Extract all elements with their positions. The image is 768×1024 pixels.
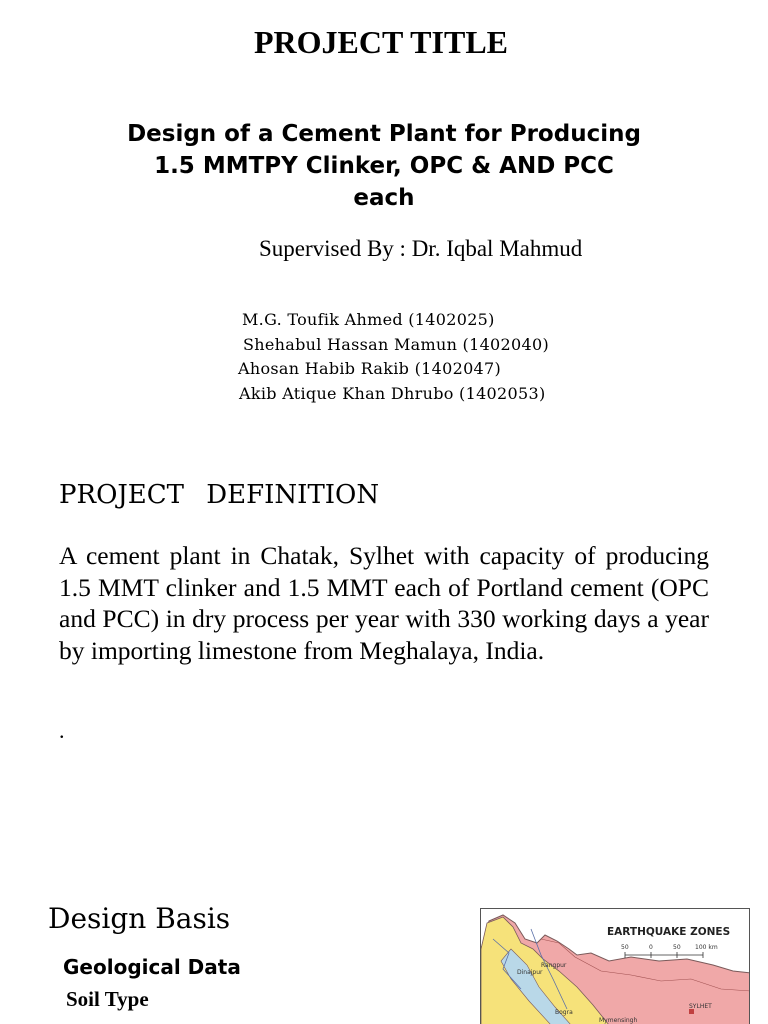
team-member: Ahosan Habib Rakib (1402047) — [238, 359, 502, 378]
subtitle-line: 1.5 MMTPY Clinker, OPC & AND PCC — [154, 153, 614, 179]
scale-label: 50 — [621, 944, 629, 951]
team-member: Akib Atique Khan Dhrubo (1402053) — [239, 384, 546, 403]
map-place-label: Bogra — [555, 1009, 573, 1016]
project-subtitle — [100, 118, 668, 214]
soil-type-label: Soil Type — [66, 987, 149, 1011]
map-place-label: Mymensingh — [599, 1017, 638, 1024]
scale-label: 0 — [649, 944, 653, 951]
map-title: EARTHQUAKE ZONES — [607, 926, 731, 938]
earthquake-zone-map — [480, 908, 750, 1024]
map-place-label: Rangpur — [541, 962, 567, 969]
team-member: M.G. Toufik Ahmed (1402025) — [242, 310, 495, 329]
subtitle-line: each — [353, 185, 415, 211]
scale-label: 50 — [673, 944, 681, 951]
team-member: Shehabul Hassan Mamun (1402040) — [243, 335, 550, 354]
page-title: PROJECT TITLE — [253, 24, 508, 60]
definition-body: A cement plant in Chatak, Sylhet with capacity of producing 1.5 MMT clinker and 1.5 MMT each of Portland cement (OPC and PCC) in dry process per year with 330 working days a year by importing limestone from Meghalaya, India. — [59, 541, 709, 665]
trailing-dot: . — [59, 718, 65, 743]
design-basis-heading: Design Basis — [48, 902, 231, 935]
scale-label: 100 km — [695, 944, 718, 951]
subtitle-line: Design of a Cement Plant for Producing — [127, 121, 641, 147]
map-place-label: Dinajpur — [517, 969, 543, 976]
supervisor-line: Supervised By : Dr. Iqbal Mahmud — [259, 236, 583, 261]
definition-heading: PROJECT DEFINITION — [59, 480, 380, 510]
map-place-label: SYLHET — [689, 1003, 712, 1010]
geological-data-heading: Geological Data — [63, 955, 241, 979]
